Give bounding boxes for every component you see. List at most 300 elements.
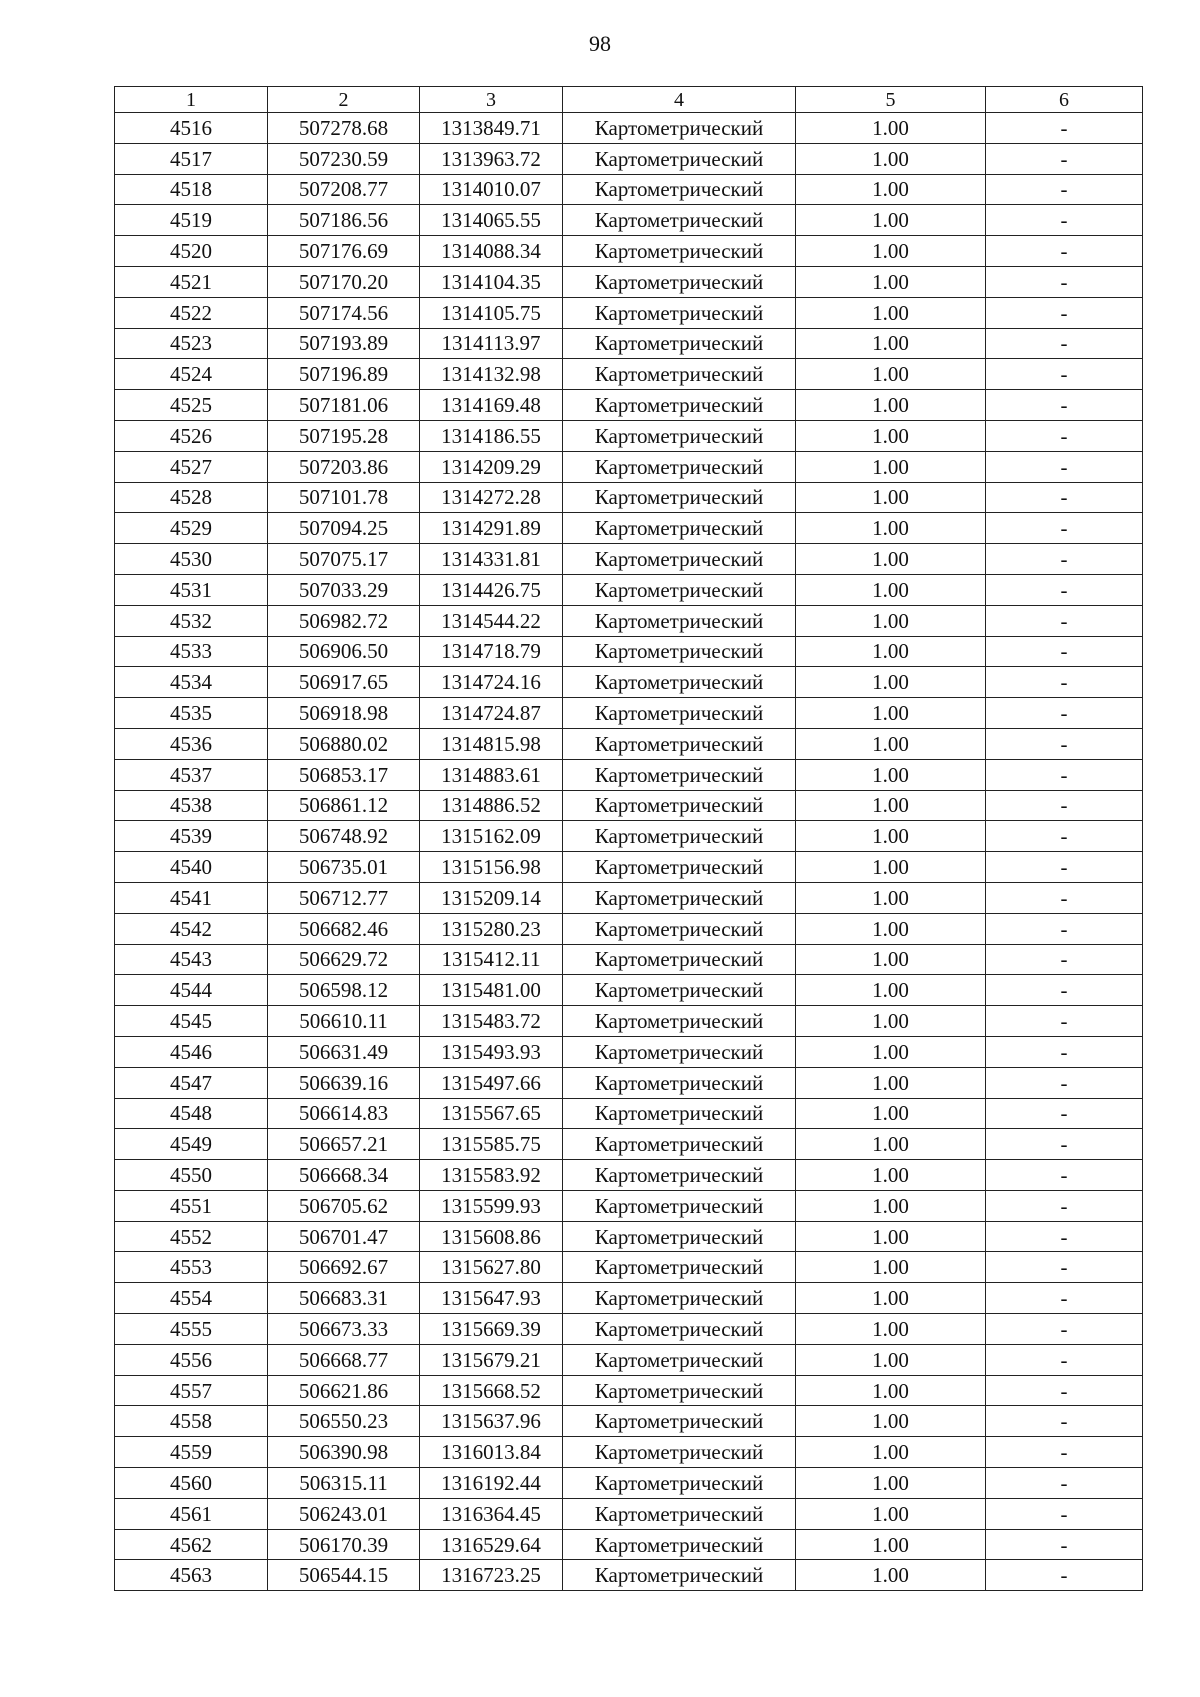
point-number-cell: 4557	[115, 1375, 268, 1406]
method-cell: Картометрический	[563, 1314, 796, 1345]
y-coordinate-cell: 1314331.81	[420, 544, 563, 575]
y-coordinate-cell: 1315585.75	[420, 1129, 563, 1160]
x-coordinate-cell: 506315.11	[268, 1468, 420, 1499]
point-number-cell: 4516	[115, 113, 268, 144]
x-coordinate-cell: 506701.47	[268, 1221, 420, 1252]
point-number-cell: 4532	[115, 605, 268, 636]
note-cell: -	[986, 636, 1143, 667]
y-coordinate-cell: 1315669.39	[420, 1314, 563, 1345]
point-number-cell: 4546	[115, 1036, 268, 1067]
point-number-cell: 4531	[115, 574, 268, 605]
y-coordinate-cell: 1315608.86	[420, 1221, 563, 1252]
table-row	[115, 605, 1143, 636]
method-cell: Картометрический	[563, 759, 796, 790]
y-coordinate-cell: 1314886.52	[420, 790, 563, 821]
page-number: 98	[589, 31, 611, 56]
method-cell: Картометрический	[563, 113, 796, 144]
table-row	[115, 420, 1143, 451]
y-coordinate-cell: 1315412.11	[420, 944, 563, 975]
method-cell: Картометрический	[563, 1221, 796, 1252]
accuracy-cell: 1.00	[796, 1375, 986, 1406]
accuracy-cell: 1.00	[796, 1468, 986, 1499]
y-coordinate-cell: 1314065.55	[420, 205, 563, 236]
y-coordinate-cell: 1314718.79	[420, 636, 563, 667]
x-coordinate-cell: 506668.77	[268, 1344, 420, 1375]
note-cell: -	[986, 113, 1143, 144]
accuracy-cell: 1.00	[796, 390, 986, 421]
y-coordinate-cell: 1315280.23	[420, 913, 563, 944]
note-cell: -	[986, 1252, 1143, 1283]
table-row	[115, 728, 1143, 759]
x-coordinate-cell: 506735.01	[268, 852, 420, 883]
accuracy-cell: 1.00	[796, 1190, 986, 1221]
x-coordinate-cell: 506170.39	[268, 1529, 420, 1560]
x-coordinate-cell: 506683.31	[268, 1283, 420, 1314]
accuracy-cell: 1.00	[796, 667, 986, 698]
x-coordinate-cell: 506712.77	[268, 882, 420, 913]
y-coordinate-cell: 1315497.66	[420, 1067, 563, 1098]
note-cell: -	[986, 1498, 1143, 1529]
accuracy-cell: 1.00	[796, 852, 986, 883]
y-coordinate-cell: 1314272.28	[420, 482, 563, 513]
note-cell: -	[986, 390, 1143, 421]
table-row	[115, 113, 1143, 144]
y-coordinate-cell: 1315156.98	[420, 852, 563, 883]
method-cell: Картометрический	[563, 975, 796, 1006]
accuracy-cell: 1.00	[796, 1160, 986, 1191]
x-coordinate-cell: 507278.68	[268, 113, 420, 144]
point-number-cell: 4553	[115, 1252, 268, 1283]
point-number-cell: 4552	[115, 1221, 268, 1252]
method-cell: Картометрический	[563, 482, 796, 513]
note-cell: -	[986, 451, 1143, 482]
note-cell: -	[986, 759, 1143, 790]
table-row	[115, 266, 1143, 297]
y-coordinate-cell: 1315483.72	[420, 1006, 563, 1037]
x-coordinate-cell: 506598.12	[268, 975, 420, 1006]
coordinates-table	[114, 86, 1143, 1591]
accuracy-cell: 1.00	[796, 698, 986, 729]
note-cell: -	[986, 359, 1143, 390]
point-number-cell: 4523	[115, 328, 268, 359]
accuracy-cell: 1.00	[796, 513, 986, 544]
table-row	[115, 1190, 1143, 1221]
point-number-cell: 4554	[115, 1283, 268, 1314]
accuracy-cell: 1.00	[796, 1252, 986, 1283]
method-cell: Картометрический	[563, 1036, 796, 1067]
y-coordinate-cell: 1316364.45	[420, 1498, 563, 1529]
method-cell: Картометрический	[563, 698, 796, 729]
y-coordinate-cell: 1314186.55	[420, 420, 563, 451]
point-number-cell: 4545	[115, 1006, 268, 1037]
method-cell: Картометрический	[563, 667, 796, 698]
x-coordinate-cell: 507181.06	[268, 390, 420, 421]
x-coordinate-cell: 507208.77	[268, 174, 420, 205]
table-row	[115, 451, 1143, 482]
note-cell: -	[986, 482, 1143, 513]
y-coordinate-cell: 1315162.09	[420, 821, 563, 852]
table-row	[115, 1252, 1143, 1283]
x-coordinate-cell: 507094.25	[268, 513, 420, 544]
method-cell: Картометрический	[563, 1406, 796, 1437]
method-cell: Картометрический	[563, 1067, 796, 1098]
table-row	[115, 1406, 1143, 1437]
note-cell: -	[986, 1098, 1143, 1129]
table-row	[115, 236, 1143, 267]
method-cell: Картометрический	[563, 544, 796, 575]
note-cell: -	[986, 1375, 1143, 1406]
accuracy-cell: 1.00	[796, 266, 986, 297]
point-number-cell: 4556	[115, 1344, 268, 1375]
table-row	[115, 852, 1143, 883]
y-coordinate-cell: 1315647.93	[420, 1283, 563, 1314]
accuracy-cell: 1.00	[796, 236, 986, 267]
table-row	[115, 1006, 1143, 1037]
y-coordinate-cell: 1314883.61	[420, 759, 563, 790]
note-cell: -	[986, 944, 1143, 975]
column-header-5: 5	[796, 87, 986, 113]
accuracy-cell: 1.00	[796, 913, 986, 944]
method-cell: Картометрический	[563, 420, 796, 451]
table-row	[115, 667, 1143, 698]
y-coordinate-cell: 1314815.98	[420, 728, 563, 759]
point-number-cell: 4540	[115, 852, 268, 883]
table-row	[115, 1098, 1143, 1129]
point-number-cell: 4521	[115, 266, 268, 297]
accuracy-cell: 1.00	[796, 174, 986, 205]
y-coordinate-cell: 1314544.22	[420, 605, 563, 636]
method-cell: Картометрический	[563, 605, 796, 636]
note-cell: -	[986, 1437, 1143, 1468]
method-cell: Картометрический	[563, 944, 796, 975]
x-coordinate-cell: 506550.23	[268, 1406, 420, 1437]
note-cell: -	[986, 882, 1143, 913]
method-cell: Картометрический	[563, 1160, 796, 1191]
table-row	[115, 790, 1143, 821]
table-row	[115, 205, 1143, 236]
point-number-cell: 4551	[115, 1190, 268, 1221]
y-coordinate-cell: 1313849.71	[420, 113, 563, 144]
method-cell: Картометрический	[563, 1098, 796, 1129]
table-row	[115, 1160, 1143, 1191]
table-row	[115, 174, 1143, 205]
note-cell: -	[986, 174, 1143, 205]
x-coordinate-cell: 506861.12	[268, 790, 420, 821]
accuracy-cell: 1.00	[796, 821, 986, 852]
method-cell: Картометрический	[563, 1129, 796, 1160]
column-header-1: 1	[115, 87, 268, 113]
note-cell: -	[986, 790, 1143, 821]
table-row	[115, 944, 1143, 975]
accuracy-cell: 1.00	[796, 1036, 986, 1067]
method-cell: Картометрический	[563, 174, 796, 205]
accuracy-cell: 1.00	[796, 574, 986, 605]
x-coordinate-cell: 506705.62	[268, 1190, 420, 1221]
y-coordinate-cell: 1314291.89	[420, 513, 563, 544]
accuracy-cell: 1.00	[796, 759, 986, 790]
note-cell: -	[986, 1129, 1143, 1160]
accuracy-cell: 1.00	[796, 1529, 986, 1560]
point-number-cell: 4547	[115, 1067, 268, 1098]
method-cell: Картометрический	[563, 1006, 796, 1037]
table-row	[115, 1375, 1143, 1406]
method-cell: Картометрический	[563, 143, 796, 174]
note-cell: -	[986, 1560, 1143, 1591]
y-coordinate-cell: 1314132.98	[420, 359, 563, 390]
method-cell: Картометрический	[563, 266, 796, 297]
method-cell: Картометрический	[563, 328, 796, 359]
accuracy-cell: 1.00	[796, 205, 986, 236]
note-cell: -	[986, 1036, 1143, 1067]
accuracy-cell: 1.00	[796, 975, 986, 1006]
y-coordinate-cell: 1314426.75	[420, 574, 563, 605]
table-row	[115, 390, 1143, 421]
method-cell: Картометрический	[563, 1437, 796, 1468]
x-coordinate-cell: 506917.65	[268, 667, 420, 698]
method-cell: Картометрический	[563, 390, 796, 421]
point-number-cell: 4526	[115, 420, 268, 451]
accuracy-cell: 1.00	[796, 420, 986, 451]
note-cell: -	[986, 1406, 1143, 1437]
accuracy-cell: 1.00	[796, 359, 986, 390]
note-cell: -	[986, 1529, 1143, 1560]
note-cell: -	[986, 1468, 1143, 1499]
point-number-cell: 4549	[115, 1129, 268, 1160]
table-row	[115, 1283, 1143, 1314]
note-cell: -	[986, 420, 1143, 451]
note-cell: -	[986, 297, 1143, 328]
note-cell: -	[986, 544, 1143, 575]
note-cell: -	[986, 913, 1143, 944]
table-row	[115, 328, 1143, 359]
note-cell: -	[986, 1221, 1143, 1252]
method-cell: Картометрический	[563, 1344, 796, 1375]
y-coordinate-cell: 1314105.75	[420, 297, 563, 328]
point-number-cell: 4522	[115, 297, 268, 328]
accuracy-cell: 1.00	[796, 1437, 986, 1468]
method-cell: Картометрический	[563, 451, 796, 482]
note-cell: -	[986, 667, 1143, 698]
accuracy-cell: 1.00	[796, 728, 986, 759]
method-cell: Картометрический	[563, 882, 796, 913]
point-number-cell: 4563	[115, 1560, 268, 1591]
x-coordinate-cell: 507203.86	[268, 451, 420, 482]
x-coordinate-cell: 507193.89	[268, 328, 420, 359]
point-number-cell: 4561	[115, 1498, 268, 1529]
point-number-cell: 4530	[115, 544, 268, 575]
note-cell: -	[986, 821, 1143, 852]
x-coordinate-cell: 506982.72	[268, 605, 420, 636]
accuracy-cell: 1.00	[796, 605, 986, 636]
y-coordinate-cell: 1314724.87	[420, 698, 563, 729]
x-coordinate-cell: 507170.20	[268, 266, 420, 297]
accuracy-cell: 1.00	[796, 1006, 986, 1037]
table-row	[115, 1314, 1143, 1345]
accuracy-cell: 1.00	[796, 482, 986, 513]
y-coordinate-cell: 1315567.65	[420, 1098, 563, 1129]
x-coordinate-cell: 506614.83	[268, 1098, 420, 1129]
method-cell: Картометрический	[563, 1252, 796, 1283]
note-cell: -	[986, 1314, 1143, 1345]
x-coordinate-cell: 506629.72	[268, 944, 420, 975]
note-cell: -	[986, 1283, 1143, 1314]
point-number-cell: 4517	[115, 143, 268, 174]
method-cell: Картометрический	[563, 636, 796, 667]
point-number-cell: 4520	[115, 236, 268, 267]
note-cell: -	[986, 698, 1143, 729]
y-coordinate-cell: 1315493.93	[420, 1036, 563, 1067]
x-coordinate-cell: 507230.59	[268, 143, 420, 174]
x-coordinate-cell: 506682.46	[268, 913, 420, 944]
point-number-cell: 4550	[115, 1160, 268, 1191]
method-cell: Картометрический	[563, 1375, 796, 1406]
y-coordinate-cell: 1314104.35	[420, 266, 563, 297]
table-row	[115, 975, 1143, 1006]
y-coordinate-cell: 1315583.92	[420, 1160, 563, 1191]
table-row	[115, 1036, 1143, 1067]
method-cell: Картометрический	[563, 513, 796, 544]
y-coordinate-cell: 1315637.96	[420, 1406, 563, 1437]
note-cell: -	[986, 605, 1143, 636]
note-cell: -	[986, 975, 1143, 1006]
note-cell: -	[986, 266, 1143, 297]
table-row	[115, 1560, 1143, 1591]
table-body	[115, 87, 1143, 1591]
note-cell: -	[986, 143, 1143, 174]
point-number-cell: 4544	[115, 975, 268, 1006]
column-header-3: 3	[420, 87, 563, 113]
x-coordinate-cell: 506673.33	[268, 1314, 420, 1345]
y-coordinate-cell: 1315679.21	[420, 1344, 563, 1375]
note-cell: -	[986, 1160, 1143, 1191]
method-cell: Картометрический	[563, 728, 796, 759]
point-number-cell: 4538	[115, 790, 268, 821]
note-cell: -	[986, 852, 1143, 883]
table-header-row	[115, 87, 1143, 113]
point-number-cell: 4542	[115, 913, 268, 944]
x-coordinate-cell: 506880.02	[268, 728, 420, 759]
y-coordinate-cell: 1314113.97	[420, 328, 563, 359]
accuracy-cell: 1.00	[796, 1344, 986, 1375]
table-row	[115, 359, 1143, 390]
accuracy-cell: 1.00	[796, 451, 986, 482]
point-number-cell: 4562	[115, 1529, 268, 1560]
accuracy-cell: 1.00	[796, 544, 986, 575]
y-coordinate-cell: 1314169.48	[420, 390, 563, 421]
y-coordinate-cell: 1316723.25	[420, 1560, 563, 1591]
y-coordinate-cell: 1316013.84	[420, 1437, 563, 1468]
method-cell: Картометрический	[563, 236, 796, 267]
method-cell: Картометрический	[563, 574, 796, 605]
method-cell: Картометрический	[563, 852, 796, 883]
x-coordinate-cell: 506692.67	[268, 1252, 420, 1283]
table-row	[115, 513, 1143, 544]
x-coordinate-cell: 506853.17	[268, 759, 420, 790]
x-coordinate-cell: 506657.21	[268, 1129, 420, 1160]
point-number-cell: 4533	[115, 636, 268, 667]
accuracy-cell: 1.00	[796, 297, 986, 328]
note-cell: -	[986, 728, 1143, 759]
point-number-cell: 4541	[115, 882, 268, 913]
y-coordinate-cell: 1313963.72	[420, 143, 563, 174]
method-cell: Картометрический	[563, 790, 796, 821]
column-header-6: 6	[986, 87, 1143, 113]
column-header-4: 4	[563, 87, 796, 113]
accuracy-cell: 1.00	[796, 882, 986, 913]
note-cell: -	[986, 1344, 1143, 1375]
x-coordinate-cell: 507174.56	[268, 297, 420, 328]
accuracy-cell: 1.00	[796, 1406, 986, 1437]
point-number-cell: 4524	[115, 359, 268, 390]
point-number-cell: 4536	[115, 728, 268, 759]
x-coordinate-cell: 507033.29	[268, 574, 420, 605]
point-number-cell: 4548	[115, 1098, 268, 1129]
method-cell: Картометрический	[563, 1529, 796, 1560]
point-number-cell: 4519	[115, 205, 268, 236]
method-cell: Картометрический	[563, 1498, 796, 1529]
method-cell: Картометрический	[563, 913, 796, 944]
point-number-cell: 4518	[115, 174, 268, 205]
y-coordinate-cell: 1315481.00	[420, 975, 563, 1006]
accuracy-cell: 1.00	[796, 1098, 986, 1129]
x-coordinate-cell: 507186.56	[268, 205, 420, 236]
table-row	[115, 1067, 1143, 1098]
table-row	[115, 544, 1143, 575]
method-cell: Картометрический	[563, 359, 796, 390]
accuracy-cell: 1.00	[796, 1560, 986, 1591]
x-coordinate-cell: 506918.98	[268, 698, 420, 729]
y-coordinate-cell: 1315599.93	[420, 1190, 563, 1221]
table-row	[115, 698, 1143, 729]
accuracy-cell: 1.00	[796, 944, 986, 975]
method-cell: Картометрический	[563, 1283, 796, 1314]
accuracy-cell: 1.00	[796, 1067, 986, 1098]
x-coordinate-cell: 506243.01	[268, 1498, 420, 1529]
method-cell: Картометрический	[563, 297, 796, 328]
point-number-cell: 4527	[115, 451, 268, 482]
y-coordinate-cell: 1315627.80	[420, 1252, 563, 1283]
accuracy-cell: 1.00	[796, 328, 986, 359]
table-row	[115, 1498, 1143, 1529]
accuracy-cell: 1.00	[796, 1129, 986, 1160]
method-cell: Картометрический	[563, 1468, 796, 1499]
x-coordinate-cell: 506621.86	[268, 1375, 420, 1406]
point-number-cell: 4560	[115, 1468, 268, 1499]
point-number-cell: 4559	[115, 1437, 268, 1468]
point-number-cell: 4528	[115, 482, 268, 513]
note-cell: -	[986, 513, 1143, 544]
point-number-cell: 4539	[115, 821, 268, 852]
table-row	[115, 913, 1143, 944]
table-row	[115, 636, 1143, 667]
table-row	[115, 759, 1143, 790]
column-header-2: 2	[268, 87, 420, 113]
x-coordinate-cell: 507196.89	[268, 359, 420, 390]
point-number-cell: 4543	[115, 944, 268, 975]
point-number-cell: 4535	[115, 698, 268, 729]
table-row	[115, 1221, 1143, 1252]
accuracy-cell: 1.00	[796, 143, 986, 174]
point-number-cell: 4558	[115, 1406, 268, 1437]
method-cell: Картометрический	[563, 1190, 796, 1221]
table-row	[115, 574, 1143, 605]
x-coordinate-cell: 506390.98	[268, 1437, 420, 1468]
table-row	[115, 1344, 1143, 1375]
y-coordinate-cell: 1314209.29	[420, 451, 563, 482]
table-row	[115, 1529, 1143, 1560]
note-cell: -	[986, 1006, 1143, 1037]
table-row	[115, 1468, 1143, 1499]
